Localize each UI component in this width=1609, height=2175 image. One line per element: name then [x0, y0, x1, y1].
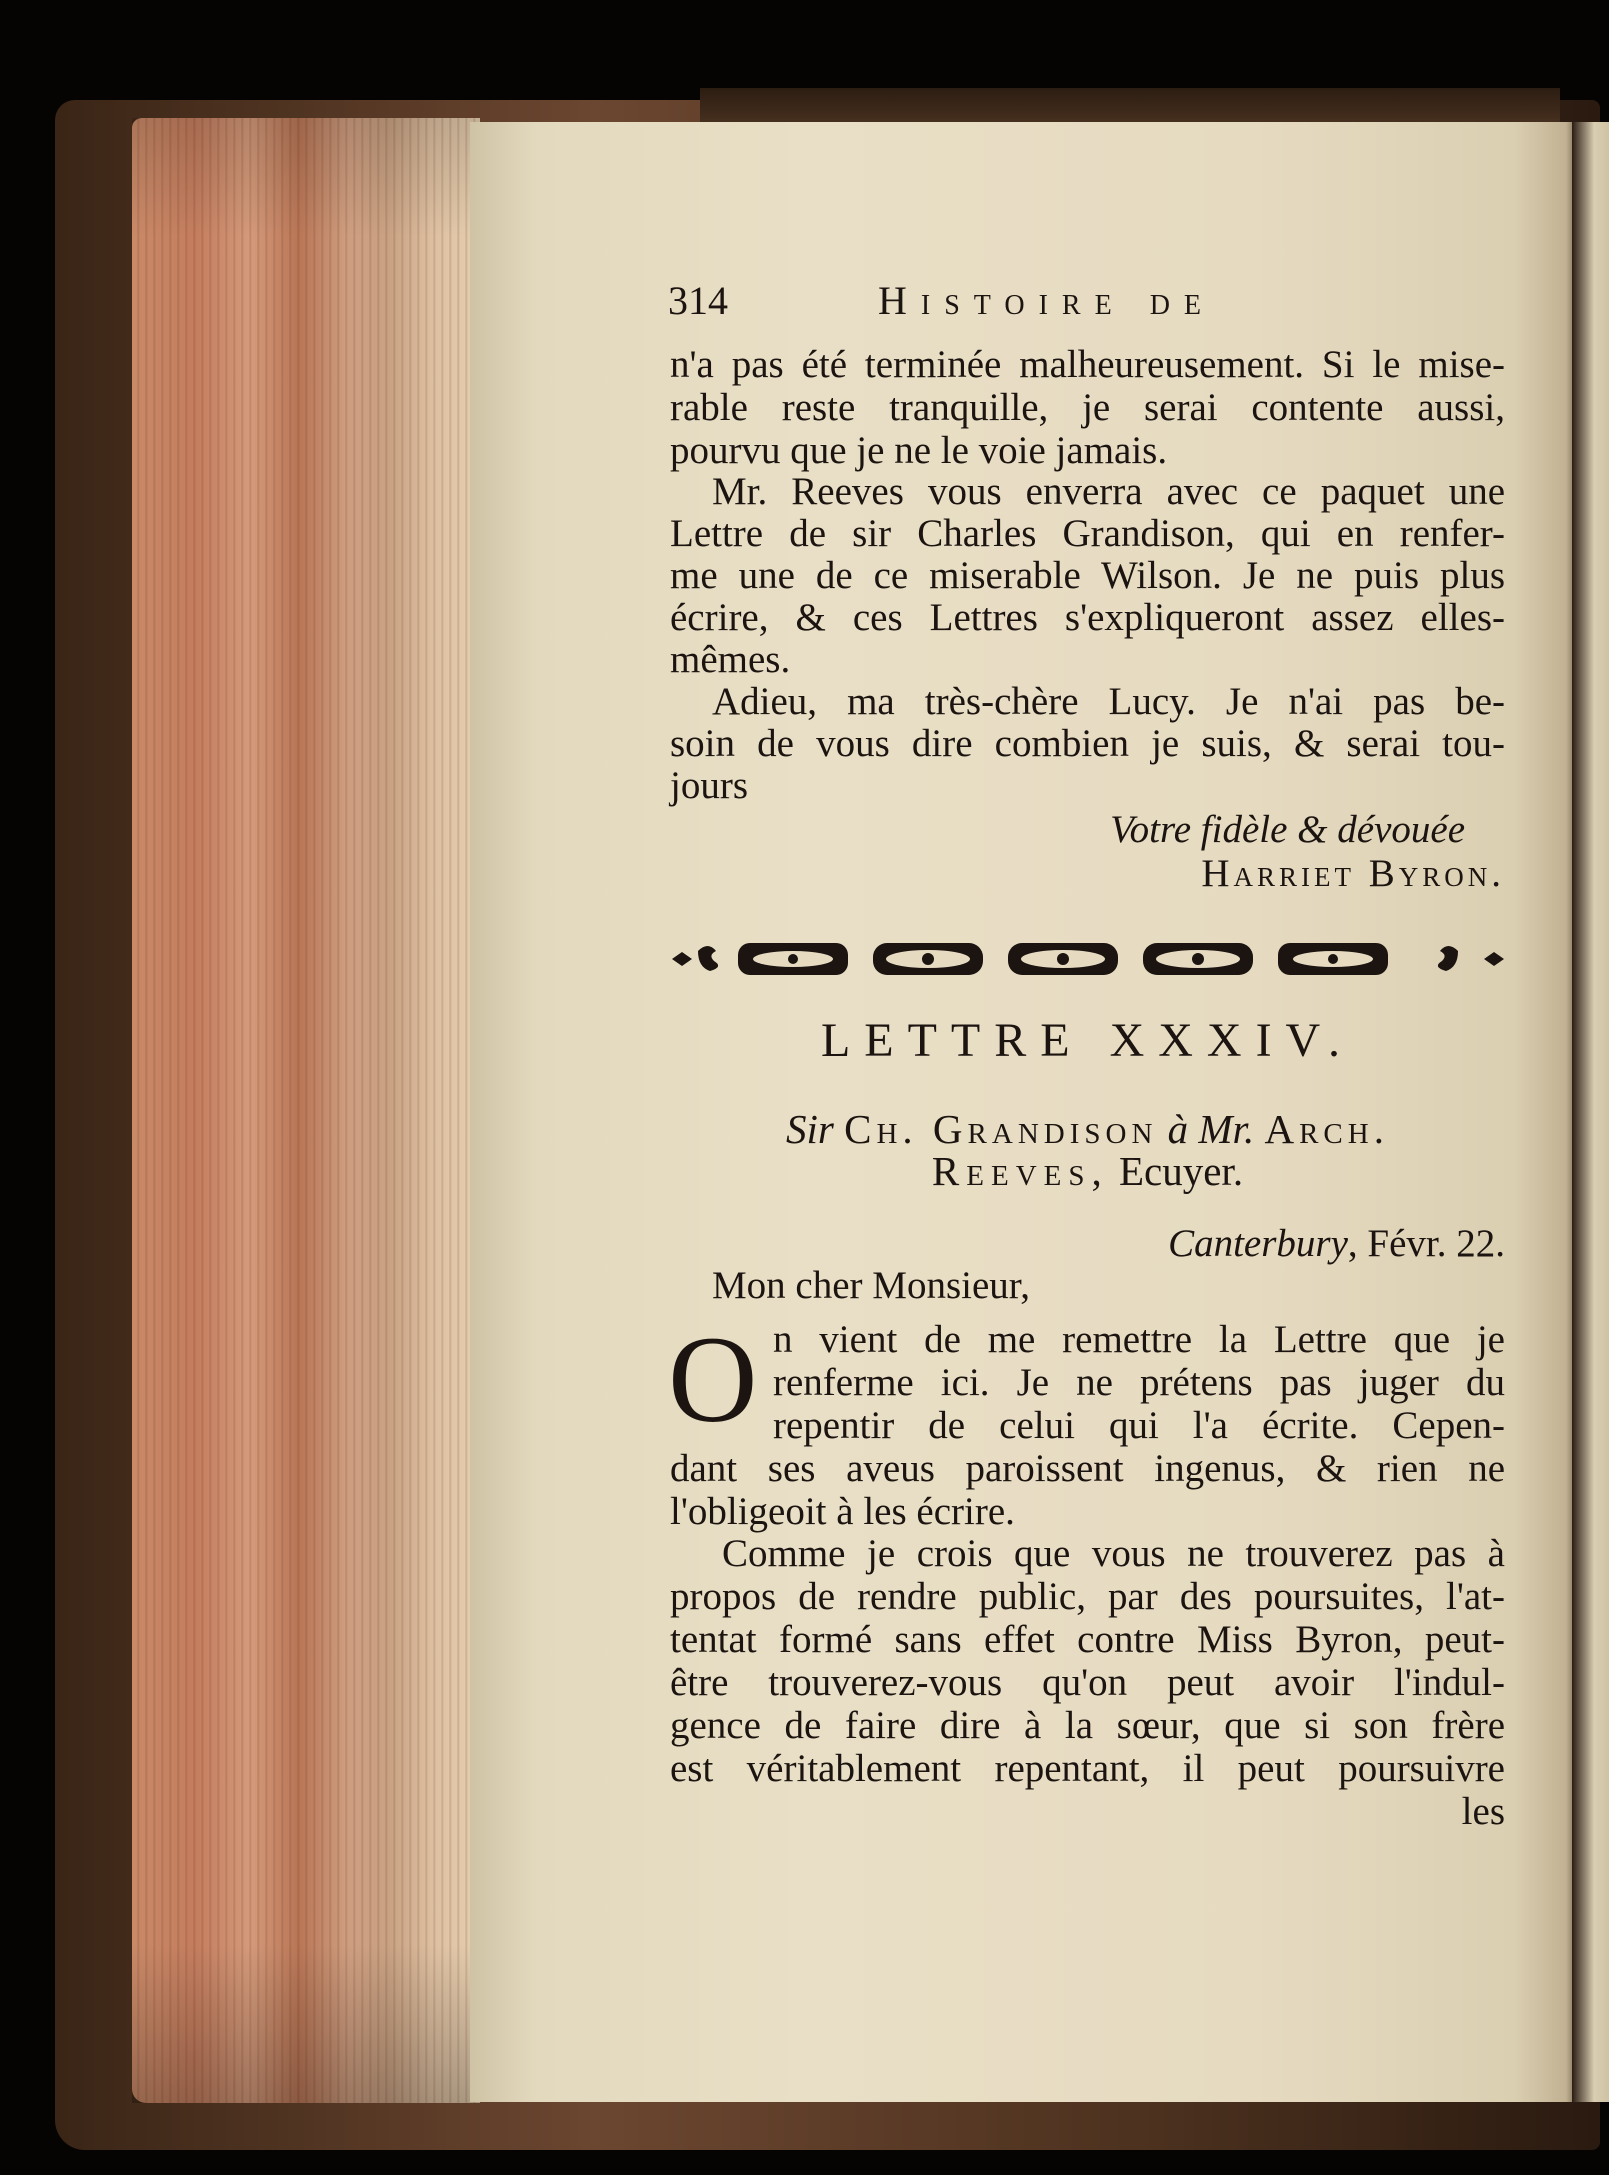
text-line: dant ses aveus paroissent ingenus, & rien ne — [670, 1447, 1505, 1490]
drop-cap: O — [668, 1311, 758, 1448]
text-line: jours — [670, 764, 748, 807]
address-recipient-first: Arch. — [1264, 1106, 1389, 1152]
text-line: n'a pas été terminée malheureusement. Si le mise- — [670, 343, 1505, 386]
text-line: tentat formé sans effet contre Miss Byron, peut- — [670, 1618, 1505, 1661]
ornament-band-icon — [668, 937, 1508, 981]
address-to: à — [1167, 1106, 1189, 1152]
text-line: propos de rendre public, par des poursuites, l'at- — [670, 1575, 1505, 1618]
text-line: rable reste tranquille, je serai contente aussi, — [670, 386, 1505, 429]
page-number: 314 — [668, 278, 728, 323]
letter-heading: LETTRE XXXIV. — [820, 1014, 1355, 1067]
text-line: est véritablement repentant, il peut poursuivre — [670, 1747, 1505, 1790]
text-line: renferme ici. Je ne prétens pas juger du — [773, 1361, 1505, 1404]
address-mr: Mr. — [1198, 1106, 1255, 1152]
text-line: Mr. Reeves vous enverra avec ce paquet une — [712, 470, 1505, 513]
letter-address-line-2 — [670, 1150, 1505, 1193]
text-line: être trouverez-vous qu'on peut avoir l'indul- — [670, 1661, 1505, 1704]
text-line: soin de vous dire combien je suis, & serai tou- — [670, 722, 1505, 765]
text-line: Adieu, ma très-chère Lucy. Je n'ai pas be- — [712, 680, 1505, 723]
letter-address-line-1 — [670, 1108, 1505, 1151]
running-head — [668, 277, 1508, 327]
dateline-date: , Févr. 22. — [1347, 1222, 1505, 1265]
text-line: repentir de celui qui l'a écrite. Cepen- — [773, 1404, 1505, 1447]
closing-salutation: Votre fidèle & dévouée — [1110, 808, 1465, 851]
printers-ornament — [668, 937, 1508, 981]
text-line: Comme je crois que vous ne trouverez pas à — [722, 1532, 1505, 1575]
text-line: écrire, & ces Lettres s'expliqueront assez elles- — [670, 596, 1505, 639]
signature: Harriet Byron. — [1201, 852, 1505, 895]
text-line: Lettre de sir Charles Grandison, qui en renfer- — [670, 512, 1505, 555]
text-line: pourvu que je ne le voie jamais. — [670, 429, 1168, 472]
text-line: mêmes. — [670, 638, 791, 681]
text-line: me une de ce miserable Wilson. Je ne puis plus — [670, 554, 1505, 597]
dateline-place: Canterbury — [1168, 1222, 1348, 1265]
text-line: gence de faire dire à la sœur, que si son frère — [670, 1704, 1505, 1747]
address-title: Ecuyer. — [1118, 1148, 1244, 1194]
running-title: Histoire de — [878, 278, 1216, 323]
catchword: les — [1461, 1790, 1505, 1833]
address-prefix: Sir — [786, 1106, 834, 1152]
text-line: l'obligeoit à les écrire. — [670, 1490, 1015, 1533]
greeting: Mon cher Monsieur, — [712, 1264, 1030, 1307]
dateline — [670, 1222, 1505, 1265]
text-line: n vient de me remettre la Lettre que je — [773, 1318, 1505, 1361]
address-sender: Ch. Grandison — [844, 1106, 1158, 1152]
address-recipient-last: Reeves, — [931, 1148, 1109, 1194]
